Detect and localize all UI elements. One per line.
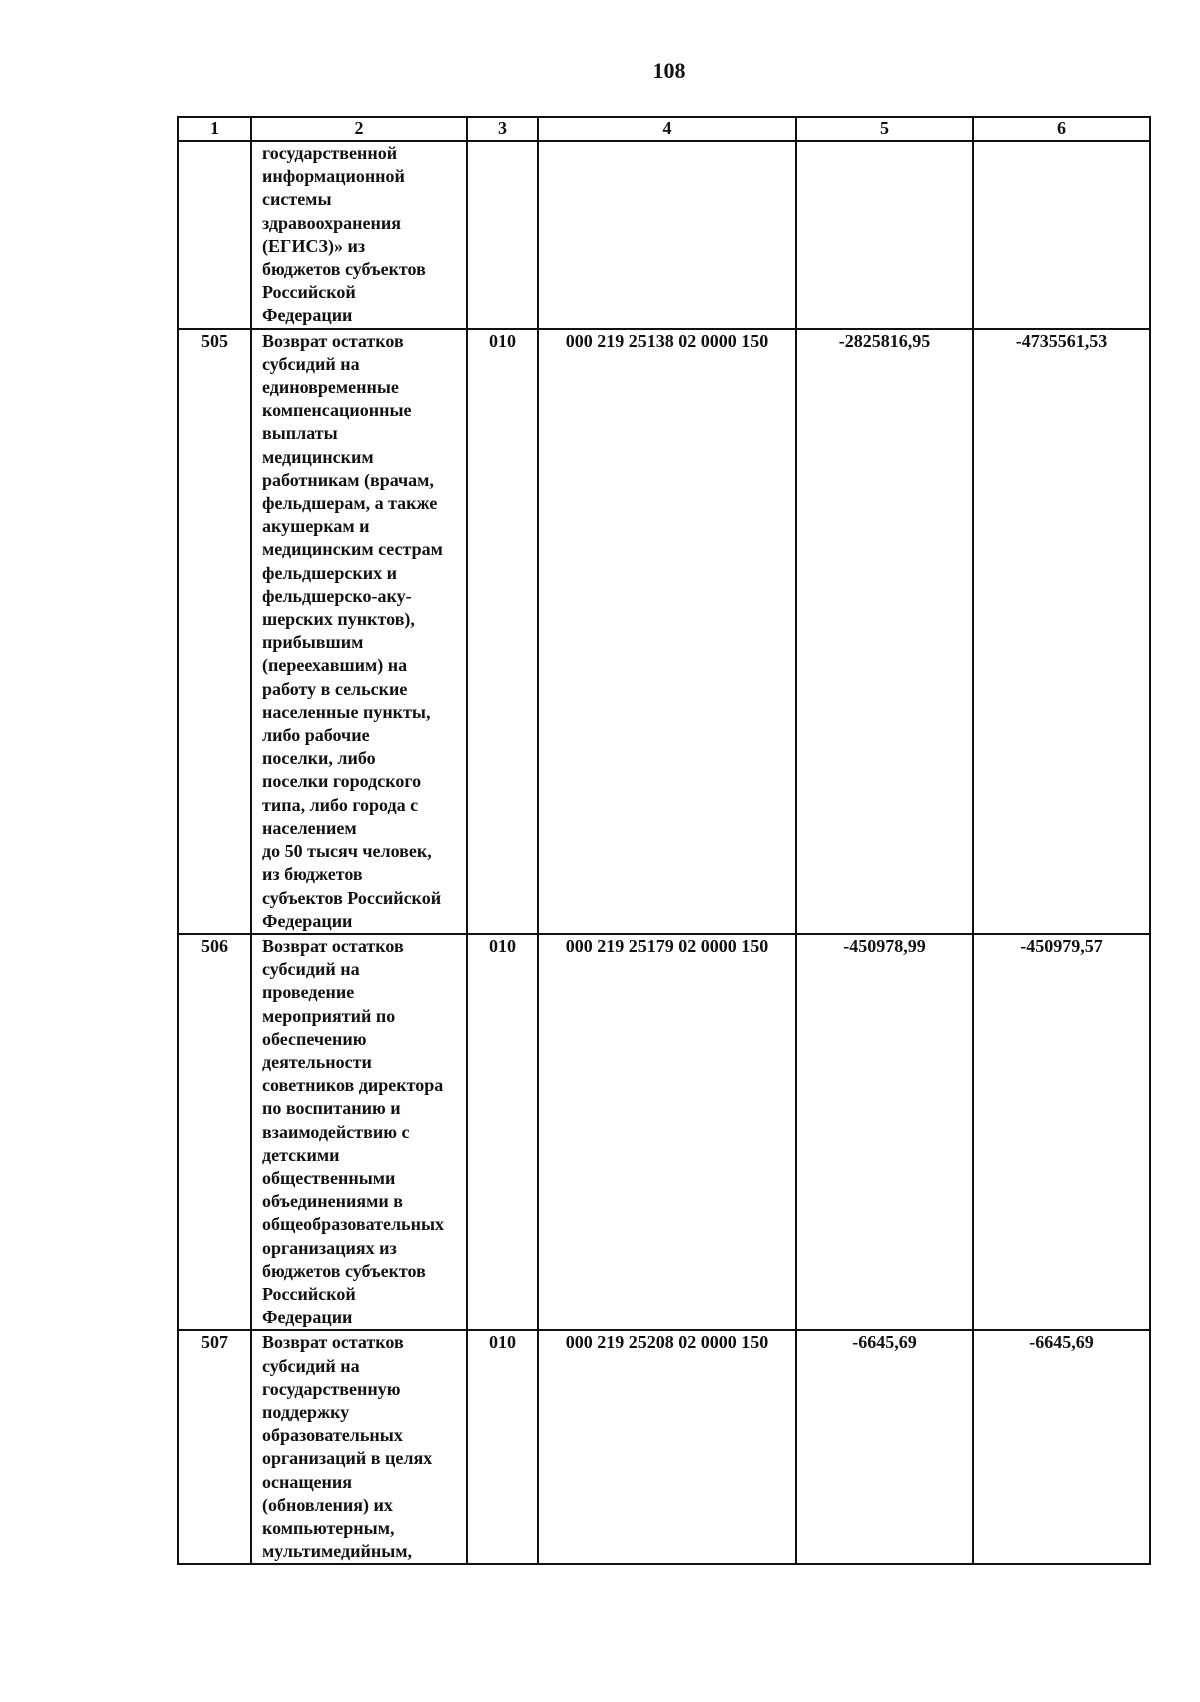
description-line: работу в сельские: [262, 678, 408, 699]
description-line: образовательных: [262, 1425, 403, 1446]
value-column-5-cell: -6645,69: [796, 1330, 973, 1564]
description-line: либо рабочие: [262, 725, 370, 746]
description-line: государственной: [262, 143, 398, 163]
description-line: обеспечению: [262, 1028, 367, 1049]
column-header: 1: [178, 117, 251, 141]
description-line: Возврат остатков: [262, 330, 404, 351]
budget-code-cell: 000 219 25179 02 0000 150: [538, 934, 796, 1330]
description-line: общеобразовательных: [262, 1214, 445, 1235]
description-line: компенсационные: [262, 400, 412, 421]
value-column-6-cell: [973, 141, 1150, 329]
description-line: Российской: [262, 282, 356, 303]
description-line: (ЕГИСЗ)» из: [262, 235, 366, 256]
description-line: Федерации: [262, 305, 353, 326]
description-line: населенные пункты,: [262, 701, 431, 722]
description-line: информационной: [262, 166, 405, 187]
description-line: прибывшим: [262, 632, 364, 653]
row-number-cell: [178, 141, 251, 329]
column-header: 5: [796, 117, 973, 141]
description-line: по воспитанию и: [262, 1098, 401, 1119]
table-row: [178, 934, 1150, 1330]
page-number: 108: [652, 58, 686, 83]
description-line: поселки, либо: [262, 748, 376, 769]
description-line: фельдшерских и: [262, 562, 397, 583]
description-line: Федерации: [262, 910, 353, 931]
admin-code-cell: 010: [467, 934, 538, 1330]
description-line: мультимедийным,: [262, 1541, 413, 1562]
value-column-6-cell: -6645,69: [973, 1330, 1150, 1564]
description-line: деятельности: [262, 1051, 372, 1072]
description-line: единовременные: [262, 377, 399, 398]
description-line: государственную: [262, 1378, 401, 1399]
header-row: [178, 117, 1150, 141]
description-line: советников директора: [262, 1075, 444, 1096]
description-cell: [251, 141, 467, 329]
description-line: бюджетов субъектов: [262, 259, 426, 280]
description-line: организаций в целях: [262, 1448, 433, 1469]
description-line: системы: [262, 189, 332, 210]
description-cell: [251, 1330, 467, 1564]
budget-code-cell: 000 219 25208 02 0000 150: [538, 1330, 796, 1564]
description-line: субъектов Российской: [262, 887, 442, 908]
description-line: акушеркам и: [262, 516, 370, 537]
description-line: типа, либо города с: [262, 794, 419, 815]
description-line: мероприятий по: [262, 1005, 396, 1026]
row-number-cell: 505: [178, 329, 251, 934]
column-header: 4: [538, 117, 796, 141]
description-line: (переехавшим) на: [262, 655, 408, 676]
value-column-6-cell: -450979,57: [973, 934, 1150, 1330]
description-line: детскими: [262, 1144, 340, 1165]
description-line: работникам (врачам,: [262, 469, 434, 490]
description-line: Возврат остатков: [262, 1332, 404, 1353]
value-column-6-cell: -4735561,53: [973, 329, 1150, 934]
description-line: субсидий на: [262, 959, 360, 980]
row-number-cell: 507: [178, 1330, 251, 1564]
description-line: (обновления) их: [262, 1494, 393, 1515]
column-header: 3: [467, 117, 538, 141]
column-header: 6: [973, 117, 1150, 141]
description-line: организациях из: [262, 1237, 397, 1258]
description-line: населением: [262, 817, 357, 838]
budget-code-cell: 000 219 25138 02 0000 150: [538, 329, 796, 934]
description-line: фельдшерам, а также: [262, 493, 438, 514]
description-line: субсидий на: [262, 1355, 360, 1376]
budget-code-cell: [538, 141, 796, 329]
description-line: взаимодействию с: [262, 1121, 410, 1142]
description-line: до 50 тысяч человек,: [262, 841, 432, 862]
admin-code-cell: 010: [467, 329, 538, 934]
description-line: оснащения: [262, 1471, 353, 1492]
table-row: [178, 1330, 1150, 1564]
table-row: [178, 141, 1150, 329]
budget-table: [177, 116, 1151, 1565]
admin-code-cell: 010: [467, 1330, 538, 1564]
description-line: шерских пунктов),: [262, 609, 415, 630]
description-line: выплаты: [262, 423, 338, 444]
description-cell: [251, 934, 467, 1330]
row-number-cell: 506: [178, 934, 251, 1330]
description-line: медицинским сестрам: [262, 539, 443, 560]
description-line: проведение: [262, 982, 355, 1003]
description-line: общественными: [262, 1167, 396, 1188]
description-line: из бюджетов: [262, 864, 363, 885]
description-line: Возврат остатков: [262, 935, 404, 956]
description-cell: [251, 329, 467, 934]
table-row: [178, 329, 1150, 934]
value-column-5-cell: -450978,99: [796, 934, 973, 1330]
description-line: бюджетов субъектов: [262, 1260, 426, 1281]
description-line: поддержку: [262, 1401, 350, 1422]
description-line: Федерации: [262, 1307, 353, 1328]
value-column-5-cell: [796, 141, 973, 329]
description-line: субсидий на: [262, 353, 360, 374]
admin-code-cell: [467, 141, 538, 329]
description-line: объединениями в: [262, 1191, 403, 1212]
description-line: медицинским: [262, 446, 374, 467]
description-line: здравоохранения: [262, 212, 402, 233]
description-line: поселки городского: [262, 771, 422, 792]
column-header: 2: [251, 117, 467, 141]
value-column-5-cell: -2825816,95: [796, 329, 973, 934]
description-line: Российской: [262, 1283, 356, 1304]
description-line: фельдшерско-аку-: [262, 585, 412, 606]
description-line: компьютерным,: [262, 1517, 395, 1538]
